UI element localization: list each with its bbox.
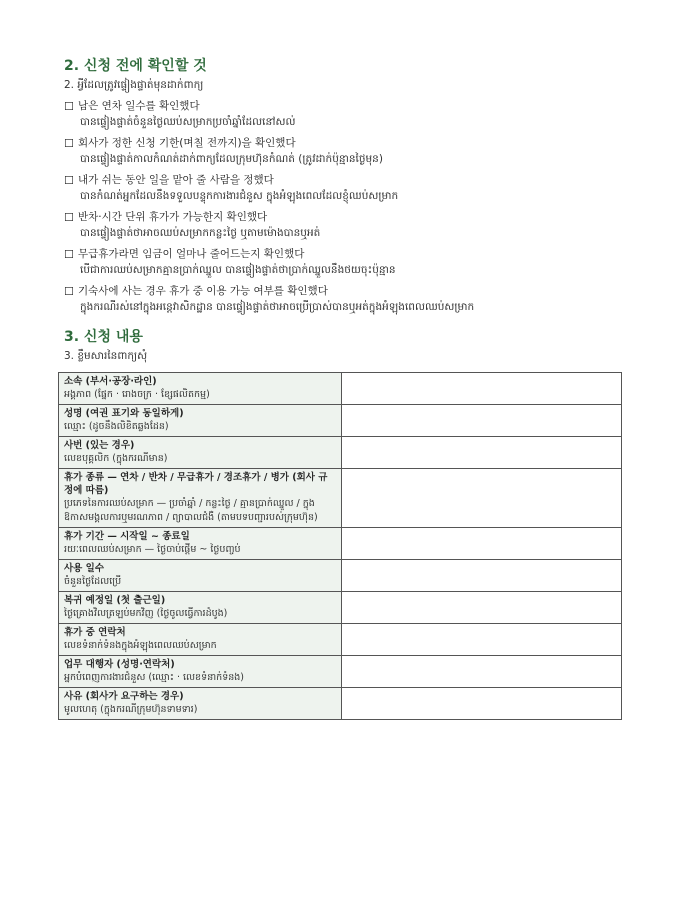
field-label-cell	[59, 469, 342, 528]
name-input-cell[interactable]	[342, 405, 622, 437]
field-label-km: ប្រភេទនៃការឈប់សម្រាក — ប្រចាំឆ្នាំ / កន្លះថ្ងៃ / គ្មានប្រាក់ឈ្នួល / ក្នុងឱកាសមង្គលការឬមរណភាព / ព្យាបាលជំងឺ (តាមបទបញ្ជារបស់ក្រុមហ៊ុន)	[64, 498, 318, 523]
field-label-ko: 사번 (있는 경우)	[64, 440, 135, 451]
field-label-ko: 복귀 예정일 (첫 출근일)	[64, 595, 166, 606]
field-label-cell	[59, 405, 342, 437]
checklist-item[interactable]	[64, 136, 626, 167]
checkbox-icon[interactable]: ☐	[64, 137, 74, 150]
contact-input-cell[interactable]	[342, 624, 622, 656]
field-label-cell	[59, 560, 342, 592]
field-label-cell	[59, 624, 342, 656]
table-row	[59, 405, 622, 437]
checklist-item-label-ko: 반차·시간 단위 휴가가 가능한지 확인했다	[78, 211, 268, 223]
table-row	[59, 469, 622, 528]
field-label-km: ចំនួនថ្ងៃដែលប្រើ	[64, 576, 122, 587]
leave-period-input-cell[interactable]	[342, 528, 622, 560]
field-label-km: លេខទំនាក់ទំនងក្នុងអំឡុងពេលឈប់សម្រាក	[64, 640, 217, 651]
document-page	[64, 56, 626, 720]
checklist-item-label-ko: 남은 연차 일수를 확인했다	[78, 100, 200, 112]
field-label-km: អង្គភាព (ផ្នែក · រោងចក្រ · ខ្សែផលិតកម្ម)	[64, 389, 210, 400]
field-label-ko: 성명 (여권 표기와 동일하게)	[64, 408, 184, 419]
field-label-cell	[59, 437, 342, 469]
field-label-km: លេខបុគ្គលិក (ក្នុងករណីមាន)	[64, 453, 168, 464]
reason-input-cell[interactable]	[342, 688, 622, 720]
field-label-km: ឈ្មោះ (ដូចនឹងលិខិតឆ្លងដែន)	[64, 421, 169, 432]
checklist-item[interactable]	[64, 99, 626, 130]
checkbox-icon[interactable]: ☐	[64, 285, 74, 298]
checklist-item-label-ko: 무급휴가라면 임금이 얼마나 줄어드는지 확인했다	[78, 248, 305, 260]
checklist-item[interactable]	[64, 247, 626, 278]
field-label-ko: 업무 대행자 (성명·연락처)	[64, 659, 175, 670]
field-label-cell	[59, 656, 342, 688]
checklist-item[interactable]	[64, 284, 626, 315]
checklist-item[interactable]	[64, 210, 626, 241]
section-2-subtitle: 2. អ្វីដែលត្រូវផ្ទៀងផ្ទាត់មុនដាក់ពាក្យ	[64, 79, 204, 91]
table-row	[59, 373, 622, 405]
checklist	[64, 99, 626, 315]
field-label-ko: 휴가 기간 — 시작일 ~ 종료일	[64, 531, 190, 542]
section-3-subtitle: 3. ខ្លឹមសារនៃពាក្យសុំ	[64, 350, 148, 362]
table-row	[59, 656, 622, 688]
employee-id-input-cell[interactable]	[342, 437, 622, 469]
field-label-ko: 소속 (부서·공장·라인)	[64, 376, 157, 387]
field-label-ko: 사유 (회사가 요구하는 경우)	[64, 691, 184, 702]
table-row	[59, 437, 622, 469]
field-label-ko: 사용 일수	[64, 563, 105, 574]
table-row	[59, 560, 622, 592]
table-row	[59, 688, 622, 720]
field-label-km: អ្នកបំពេញការងារជំនួស (ឈ្មោះ · លេខទំនាក់ទំនង)	[64, 672, 244, 683]
checklist-item-label-km: បើជាការឈប់សម្រាកគ្មានប្រាក់ឈ្នួល បានផ្ទៀងផ្ទាត់ថាប្រាក់ឈ្នួលនឹងថយចុះប៉ុន្មាន	[80, 264, 396, 276]
field-label-km: ថ្ងៃគ្រោងវិលត្រឡប់មកវិញ (ថ្ងៃចូលធ្វើការដំបូង)	[64, 608, 228, 619]
field-label-km: រយៈពេលឈប់សម្រាក — ថ្ងៃចាប់ផ្តើម ~ ថ្ងៃបញ្ចប់	[64, 544, 241, 555]
field-label-ko: 휴가 중 연락처	[64, 627, 126, 638]
table-row	[59, 624, 622, 656]
checkbox-icon[interactable]: ☐	[64, 248, 74, 261]
checklist-item-label-km: បានកំណត់អ្នកដែលនឹងទទួលបន្ទុកការងារជំនួស ក្នុងអំឡុងពេលដែលខ្ញុំឈប់សម្រាក	[80, 190, 399, 202]
application-form-table	[58, 372, 622, 720]
section-3-title: 3. 신청 내용	[64, 329, 143, 345]
field-label-cell	[59, 688, 342, 720]
checkbox-icon[interactable]: ☐	[64, 100, 74, 113]
checklist-item-label-ko: 회사가 정한 신청 기한(며칠 전까지)을 확인했다	[78, 137, 296, 149]
substitute-input-cell[interactable]	[342, 656, 622, 688]
table-row	[59, 528, 622, 560]
checklist-item-label-km: បានផ្ទៀងផ្ទាត់ថាអាចឈប់សម្រាកកន្លះថ្ងៃ ឬតាមម៉ោងបានឬអត់	[80, 227, 321, 239]
checklist-item-label-km: បានផ្ទៀងផ្ទាត់កាលកំណត់ដាក់ពាក្យដែលក្រុមហ៊ុនកំណត់ (ត្រូវដាក់ប៉ុន្មានថ្ងៃមុន)	[80, 153, 383, 165]
section-2-title: 2. 신청 전에 확인할 것	[64, 58, 207, 74]
checklist-item-label-km: ក្នុងករណីរស់នៅក្នុងអន្តេវាសិកដ្ឋាន បានផ្ទៀងផ្ទាត់ថាអាចប្រើប្រាស់បានឬអត់ក្នុងអំឡុងពេលឈប់សម្រាក	[80, 301, 475, 313]
checklist-item[interactable]	[64, 173, 626, 204]
field-label-km: មូលហេតុ (ក្នុងករណីក្រុមហ៊ុនទាមទារ)	[64, 704, 198, 715]
affiliation-input-cell[interactable]	[342, 373, 622, 405]
table-row	[59, 592, 622, 624]
checklist-item-label-ko: 내가 쉬는 동안 일을 맡아 줄 사람을 정했다	[78, 174, 274, 186]
return-date-input-cell[interactable]	[342, 592, 622, 624]
checklist-item-label-ko: 기숙사에 사는 경우 휴가 중 이용 가능 여부를 확인했다	[78, 285, 328, 297]
checkbox-icon[interactable]: ☐	[64, 174, 74, 187]
field-label-cell	[59, 528, 342, 560]
field-label-cell	[59, 592, 342, 624]
checkbox-icon[interactable]: ☐	[64, 211, 74, 224]
field-label-cell	[59, 373, 342, 405]
field-label-ko: 휴가 종류 — 연차 / 반차 / 무급휴가 / 경조휴가 / 병가 (회사 규정에 따름)	[64, 472, 328, 496]
days-used-input-cell[interactable]	[342, 560, 622, 592]
leave-type-input-cell[interactable]	[342, 469, 622, 528]
checklist-item-label-km: បានផ្ទៀងផ្ទាត់ចំនួនថ្ងៃឈប់សម្រាកប្រចាំឆ្នាំដែលនៅសល់	[80, 116, 296, 128]
